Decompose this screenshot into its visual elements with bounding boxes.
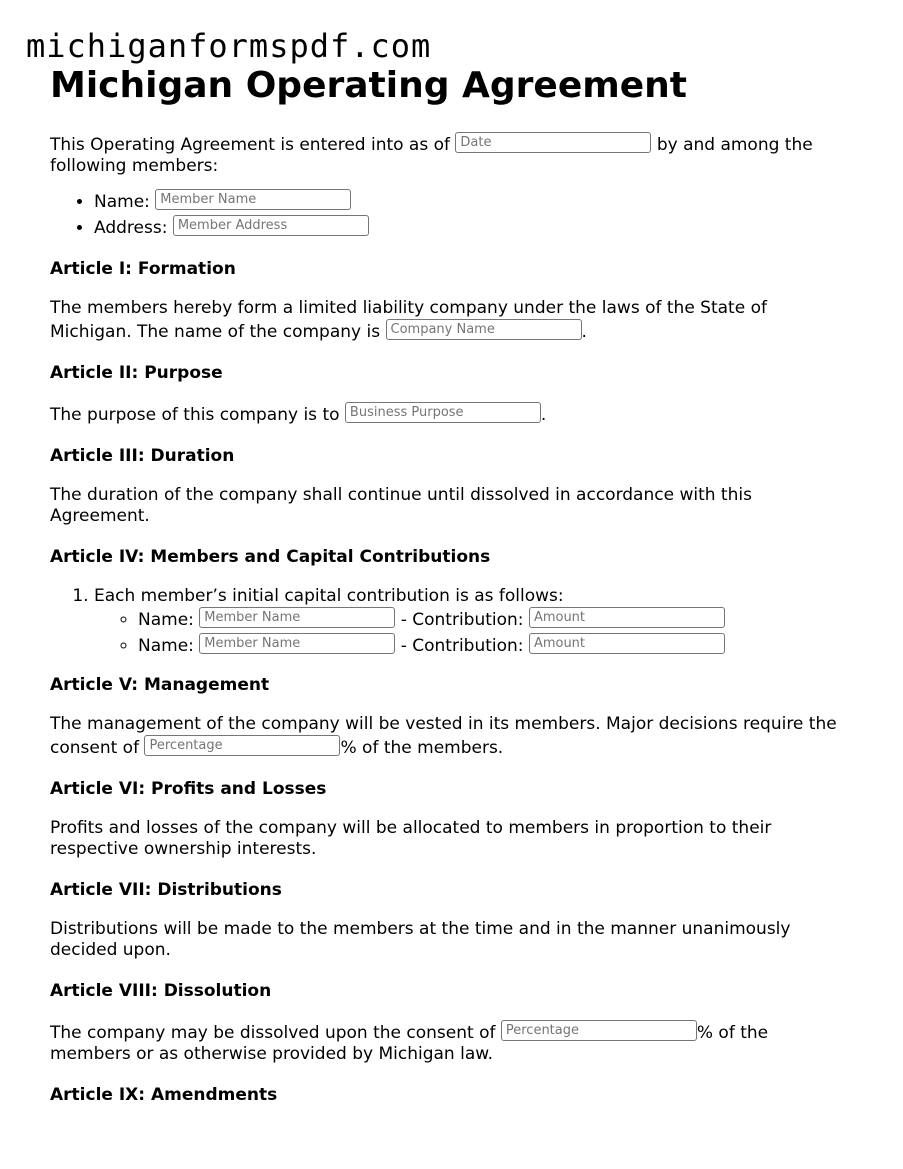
article-3-heading: Article III: Duration xyxy=(50,446,235,466)
article-9-heading: Article IX: Amendments xyxy=(50,1085,278,1105)
article-8-heading: Article VIII: Dissolution xyxy=(50,981,272,1001)
article-1-text-before: The members hereby form a limited liability company under the laws of the State of Michigan. The name of the company is xyxy=(50,298,767,342)
article-8-text xyxy=(50,1020,850,1065)
article-4-heading: Article IV: Members and Capital Contributions xyxy=(50,547,491,567)
article-8-text-after: % of the members or as otherwise provided by Michigan law. xyxy=(50,1023,769,1064)
contribution-row xyxy=(138,633,850,657)
site-watermark: michiganformspdf.com xyxy=(26,27,432,65)
intro-text-before: This Operating Agreement is entered into as of xyxy=(50,135,450,155)
business-purpose-input[interactable]: Business Purpose xyxy=(345,402,541,423)
members-list xyxy=(50,189,850,239)
contribution-label: - Contribution: xyxy=(400,610,524,630)
contribution-rows xyxy=(94,607,850,657)
contribution-label: - Contribution: xyxy=(400,636,524,656)
contributions-intro: Each member’s initial capital contribution is as follows: xyxy=(94,586,564,606)
document-body xyxy=(50,64,850,1124)
article-5-text xyxy=(50,714,850,759)
intro-text-after: by and among the following members: xyxy=(50,135,813,176)
article-1-text xyxy=(50,298,850,343)
contribution-member-name-input[interactable]: Member Name xyxy=(199,633,395,654)
article-6-heading: Article VI: Profits and Losses xyxy=(50,779,327,799)
article-2-text xyxy=(50,402,850,426)
member-name-label: Name: xyxy=(94,192,150,212)
dissolution-percentage-input[interactable]: Percentage xyxy=(501,1020,697,1041)
contributions-list xyxy=(50,586,850,657)
list-item xyxy=(94,215,850,239)
management-percentage-input[interactable]: Percentage xyxy=(144,735,340,756)
article-5-heading: Article V: Management xyxy=(50,675,270,695)
member-address-input[interactable]: Member Address xyxy=(173,215,369,236)
member-name-input[interactable]: Member Name xyxy=(155,189,351,210)
contribution-member-name-input[interactable]: Member Name xyxy=(199,607,395,628)
page-title: Michigan Operating Agreement xyxy=(50,65,687,106)
article-1-text-after: . xyxy=(581,322,587,342)
company-name-input[interactable]: Company Name xyxy=(386,319,582,340)
contribution-name-label: Name: xyxy=(138,636,194,656)
contribution-name-label: Name: xyxy=(138,610,194,630)
article-2-text-before: The purpose of this company is to xyxy=(50,405,340,425)
contribution-amount-input[interactable]: Amount xyxy=(529,633,725,654)
article-5-text-after: % of the members. xyxy=(340,738,504,758)
contribution-row xyxy=(138,607,850,631)
article-6-text: Profits and losses of the company will be allocated to members in proportion to their respective ownership interests. xyxy=(50,818,772,859)
contribution-amount-input[interactable]: Amount xyxy=(529,607,725,628)
date-input[interactable]: Date xyxy=(455,132,651,153)
article-2-heading: Article II: Purpose xyxy=(50,363,223,383)
article-3-text: The duration of the company shall continue until dissolved in accordance with this Agreement. xyxy=(50,485,752,526)
article-7-heading: Article VII: Distributions xyxy=(50,880,282,900)
member-address-label: Address: xyxy=(94,218,168,238)
article-5-text-before: The management of the company will be vested in its members. Major decisions require the consent of xyxy=(50,714,837,758)
list-item xyxy=(94,189,850,213)
article-8-text-before: The company may be dissolved upon the consent of xyxy=(50,1023,496,1043)
article-7-text: Distributions will be made to the members at the time and in the manner unanimously decided upon. xyxy=(50,919,791,960)
list-item xyxy=(94,586,850,657)
article-1-heading: Article I: Formation xyxy=(50,259,236,279)
article-2-text-after: . xyxy=(540,405,547,425)
intro-paragraph xyxy=(50,132,850,177)
